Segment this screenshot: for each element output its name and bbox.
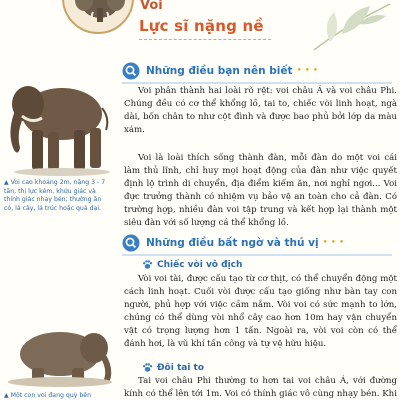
caption-triangle-icon: ▲ xyxy=(4,179,9,186)
title-underline xyxy=(139,38,271,40)
elephant-kneeling-image xyxy=(2,310,117,390)
section-heading-facts xyxy=(122,60,318,82)
section-divider xyxy=(122,82,392,84)
elephant-standing-image xyxy=(2,72,117,178)
section-dots: • • • xyxy=(296,66,319,76)
magnifier-icon xyxy=(122,234,140,252)
paragraph: Voi là loài thích sống thành đàn, mỗi đàn do một voi cái làm thủ lĩnh, chỉ huy mọi hoạt động của đàn như việc quyết định lộ trình di chuyển, địa điểm kiếm ăn, nơi nghỉ ngơi... Voi đực trưởng thành có nhiệm vụ bảo vệ an toàn cho cả đàn. Có trường hợp, nhiều đàn voi tập trung và kết hợp lại thành một siêu đàn với số lượng cá thể khổng lồ. xyxy=(124,153,397,229)
caption-triangle-icon: ▲ xyxy=(4,392,9,399)
subheading-title: Đôi tai to xyxy=(157,362,205,373)
subheading-title: Chiếc vòi vô địch xyxy=(157,259,243,270)
paragraph: Vòi voi tài, được cấu tạo từ cơ thịt, có thể chuyển động một cách linh hoạt. Cuối vòi được cấu tạo giống như bàn tay con người, phủ hợp với việc cầm nắm. Vòi voi có sức mạnh to lớn, chúng có thể dùng vòi nhổ cây cao hơn 10m hay vận chuyển vật có trọng lượng hơn 1 tấn. Ngoài ra, vòi voi còn có thể đánh hơi, là vũ khí tấn công và tự vệ hữu hiệu. xyxy=(124,274,397,350)
caption-text: Một con voi đang quỳ bên xyxy=(10,392,92,399)
caption-text: Voi cao khoảng 2m, nặng 3 - 7 tấn, thị lực kém, khứu giác và thính giác nhạy bén; thường ăn cỏ, lá cây, lá trúc hoặc quả dại. xyxy=(4,179,106,212)
paw-icon xyxy=(142,362,153,373)
magnifier-icon xyxy=(122,62,140,80)
paragraph: Voi phân thành hai loài rõ rệt: voi châu Á và voi châu Phi. Chúng đều có cơ thể khổng lồ, tai to, chiếc vòi linh hoạt, ngà dài, bốn chân to như cột đình và được bao phủ bởi lớp da màu xám. xyxy=(124,86,397,136)
elephant-portrait-icon xyxy=(62,0,134,34)
paw-icon xyxy=(142,259,153,270)
section-dots: • • • xyxy=(322,238,345,248)
image-caption xyxy=(4,392,112,400)
page-title: Lực sĩ nặng nề xyxy=(139,17,264,35)
header-small-title: Voi xyxy=(140,0,163,13)
section-title: Những điều bất ngờ và thú vị xyxy=(146,237,319,249)
subheading-trunk xyxy=(142,259,242,270)
paragraph: Tai voi châu Phi thường to hơn tai voi châu Á, với đường kính có thể lên tới 1m. Voi có thính giác vô cùng nhạy bén. Khi xyxy=(124,376,397,400)
section-heading-surprises xyxy=(122,232,344,254)
image-caption xyxy=(4,179,112,213)
leaf-icon xyxy=(312,0,392,56)
section-divider xyxy=(122,254,392,256)
section-title: Những điều bạn nên biết xyxy=(146,65,293,77)
subheading-ears xyxy=(142,362,204,373)
